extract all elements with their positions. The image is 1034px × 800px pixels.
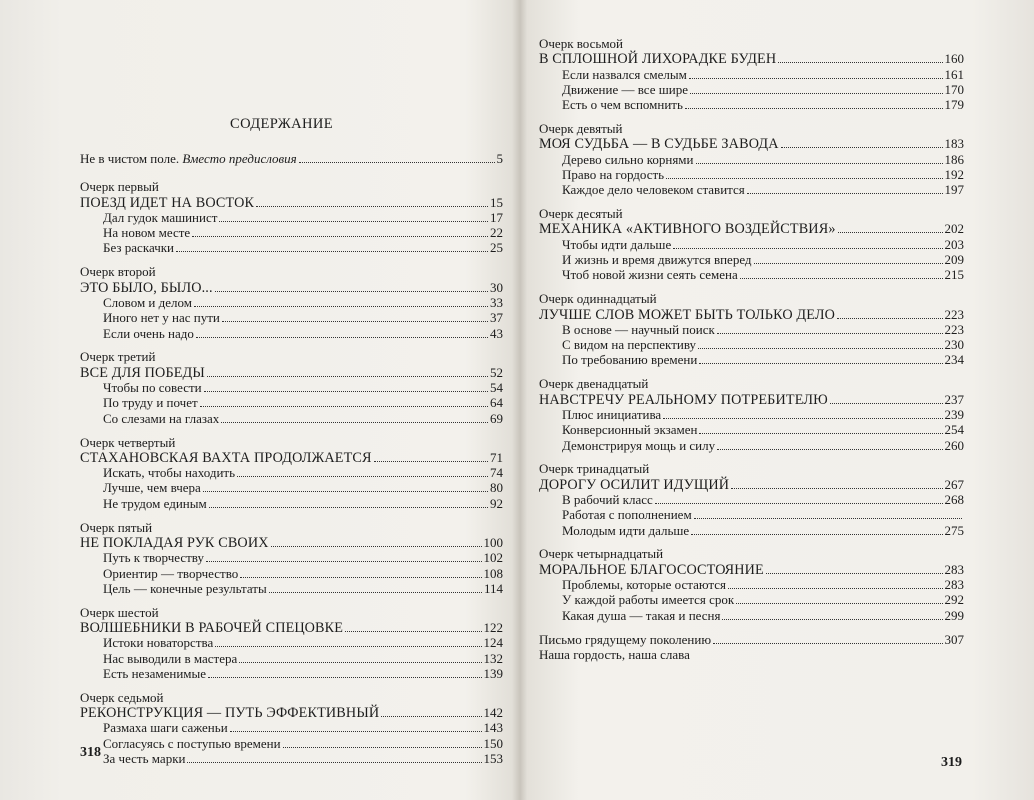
entry-title: ВСЕ ДЛЯ ПОБЕДЫ bbox=[80, 364, 205, 381]
page-number: 80 bbox=[490, 480, 503, 496]
chapter-entry bbox=[80, 365, 503, 380]
entry-title: Молодым идти дальше bbox=[562, 522, 690, 538]
entry-title: В СПЛОШНОЙ ЛИХОРАДКЕ БУДЕН bbox=[539, 51, 777, 68]
entry-title: Движение — все шире bbox=[562, 81, 688, 97]
page-number: 114 bbox=[483, 580, 503, 596]
leader-dots bbox=[192, 236, 488, 237]
section-entry bbox=[539, 167, 964, 182]
page-number: 160 bbox=[944, 51, 964, 67]
leader-dots bbox=[699, 363, 942, 364]
toc-right bbox=[539, 36, 964, 662]
spacer bbox=[80, 511, 503, 520]
entry-title: Дал гудок машинист bbox=[103, 209, 218, 225]
page-number: 122 bbox=[483, 619, 503, 635]
entry-title: С видом на перспективу bbox=[562, 337, 697, 353]
chapter-entry bbox=[80, 450, 503, 465]
chapter-block bbox=[539, 206, 964, 291]
entry-title: Проблемы, которые остаются bbox=[562, 577, 726, 593]
leader-dots bbox=[230, 731, 482, 732]
entry-title: Цель — конечные результаты bbox=[103, 580, 267, 596]
entry-title: ПОЕЗД ИДЕТ НА ВОСТОК bbox=[80, 194, 255, 211]
section-entry bbox=[539, 267, 964, 282]
section-entry bbox=[80, 380, 503, 395]
entry-title: Каждое дело человеком ставится bbox=[562, 182, 745, 198]
chapter-entry bbox=[539, 307, 964, 322]
section-entry bbox=[539, 492, 964, 507]
chapter-label: Очерк первый bbox=[80, 179, 159, 195]
section-entry bbox=[80, 411, 503, 426]
page-number: 260 bbox=[944, 437, 964, 453]
page-number: 100 bbox=[483, 534, 503, 550]
leader-dots bbox=[830, 403, 943, 404]
section-entry bbox=[539, 67, 964, 82]
section-entry bbox=[80, 566, 503, 581]
leader-dots bbox=[204, 391, 488, 392]
entry-title: В рабочий класс bbox=[562, 491, 653, 507]
section-entry bbox=[539, 438, 964, 453]
preface-subtitle: Вместо предисловия bbox=[182, 151, 297, 166]
entry-title: Если назвался смелым bbox=[562, 66, 687, 82]
entry-title: Демонстрируя мощь и силу bbox=[562, 437, 716, 453]
spacer bbox=[80, 426, 503, 435]
leader-dots bbox=[374, 461, 488, 462]
page-number: 267 bbox=[944, 476, 964, 492]
entry-title: Чтоб новой жизни сеять семена bbox=[562, 267, 738, 283]
page-number: 108 bbox=[483, 565, 503, 581]
section-entry bbox=[539, 608, 964, 623]
leader-dots bbox=[754, 263, 943, 264]
leader-dots bbox=[208, 677, 481, 678]
spacer bbox=[80, 341, 503, 350]
page-number: 307 bbox=[944, 631, 964, 647]
page-number: 92 bbox=[490, 495, 503, 511]
leader-dots bbox=[740, 278, 943, 279]
leader-dots bbox=[731, 488, 942, 489]
leader-dots bbox=[209, 507, 488, 508]
leader-dots bbox=[736, 603, 942, 604]
page-number: 209 bbox=[944, 252, 964, 268]
entry-title: Не трудом единым bbox=[103, 495, 207, 511]
leader-dots bbox=[666, 178, 942, 179]
entry-title: Есть о чем вспомнить bbox=[562, 97, 683, 113]
entry-title: У каждой работы имеется срок bbox=[562, 592, 735, 608]
leader-dots bbox=[838, 232, 943, 233]
leader-dots bbox=[713, 643, 942, 644]
leader-dots bbox=[219, 221, 488, 222]
spacer bbox=[539, 368, 964, 377]
leader-dots bbox=[256, 206, 488, 207]
section-entry bbox=[80, 310, 503, 325]
page-number: 254 bbox=[944, 422, 964, 438]
chapter-block bbox=[539, 291, 964, 376]
leader-dots bbox=[299, 162, 495, 163]
leader-dots bbox=[381, 716, 481, 717]
page-number: 268 bbox=[944, 491, 964, 507]
page-number: 197 bbox=[944, 182, 964, 198]
leader-dots bbox=[691, 534, 942, 535]
page-number: 25 bbox=[490, 240, 503, 256]
leader-dots bbox=[717, 449, 942, 450]
closing-entry bbox=[539, 632, 964, 647]
chapter-entry bbox=[80, 705, 503, 720]
entry-title: Иного нет у нас пути bbox=[103, 310, 220, 326]
chapter-entry bbox=[539, 562, 964, 577]
page-number: 22 bbox=[490, 225, 503, 241]
entry-title: ЛУЧШЕ СЛОВ МОЖЕТ БЫТЬ ТОЛЬКО ДЕЛО bbox=[539, 306, 836, 323]
leader-dots bbox=[655, 503, 943, 504]
section-entry bbox=[80, 240, 503, 255]
leader-dots bbox=[673, 248, 942, 249]
page-number: 215 bbox=[944, 267, 964, 283]
section-entry bbox=[80, 225, 503, 240]
leader-dots bbox=[696, 163, 943, 164]
page-number: 203 bbox=[944, 236, 964, 252]
page-number: 74 bbox=[490, 465, 503, 481]
section-entry bbox=[80, 736, 503, 751]
leader-dots bbox=[689, 78, 943, 79]
leader-dots bbox=[837, 318, 942, 319]
page-number: 292 bbox=[944, 592, 964, 608]
leader-dots bbox=[215, 646, 481, 647]
chapter-label: Очерк четвертый bbox=[80, 434, 176, 450]
spacer bbox=[539, 453, 964, 462]
chapter-block bbox=[80, 690, 503, 775]
leader-dots bbox=[194, 306, 488, 307]
entry-title: ЭТО БЫЛО, БЫЛО... bbox=[80, 279, 213, 296]
leader-dots bbox=[699, 433, 942, 434]
leader-dots bbox=[222, 321, 488, 322]
leader-dots bbox=[196, 337, 488, 338]
section-entry bbox=[539, 352, 964, 367]
entry-title: За честь марки bbox=[103, 750, 186, 766]
page-number: 153 bbox=[483, 750, 503, 766]
chapter-label: Очерк восьмой bbox=[539, 36, 624, 51]
entry-title: НАВСТРЕЧУ РЕАЛЬНОМУ ПОТРЕБИТЕЛЮ bbox=[539, 391, 828, 408]
page-number: 161 bbox=[944, 66, 964, 82]
entry-title: РЕКОНСТРУКЦИЯ — ПУТЬ ЭФФЕКТИВНЫЙ bbox=[80, 705, 380, 722]
leader-dots bbox=[239, 662, 481, 663]
page-number: 239 bbox=[944, 406, 964, 422]
entry-title: Чтобы по совести bbox=[103, 380, 202, 396]
section-entry bbox=[539, 507, 964, 522]
section-entry bbox=[80, 550, 503, 565]
entry-title: Конверсионный экзамен bbox=[562, 422, 698, 438]
spacer bbox=[539, 538, 964, 547]
entry-title: В основе — научный поиск bbox=[562, 321, 715, 337]
leader-dots bbox=[240, 577, 481, 578]
chapter-label: Очерк шестой bbox=[80, 604, 159, 620]
chapter-label: Очерк пятый bbox=[80, 519, 153, 535]
page-number: 30 bbox=[490, 279, 503, 295]
spacer bbox=[539, 112, 964, 121]
entry-title: Нас выводили в мастера bbox=[103, 650, 238, 666]
page-number: 43 bbox=[490, 325, 503, 341]
leader-dots bbox=[781, 147, 943, 148]
leader-dots bbox=[269, 592, 482, 593]
entry-title: Дерево сильно корнями bbox=[562, 151, 694, 167]
page-number: 124 bbox=[483, 635, 503, 651]
page-number: 299 bbox=[944, 607, 964, 623]
page-number: 69 bbox=[490, 410, 503, 426]
page-number: 132 bbox=[483, 650, 503, 666]
chapter-entry bbox=[539, 51, 964, 66]
chapter-entry bbox=[80, 280, 503, 295]
entry-title: Искать, чтобы находить bbox=[103, 465, 236, 481]
entry-title: На новом месте bbox=[103, 225, 191, 241]
leader-dots bbox=[221, 422, 488, 423]
chapter-block bbox=[80, 520, 503, 605]
section-entry bbox=[539, 237, 964, 252]
section-entry bbox=[80, 635, 503, 650]
chapter-label: Очерк девятый bbox=[539, 121, 623, 137]
page-number: 223 bbox=[944, 321, 964, 337]
section-entry bbox=[80, 720, 503, 735]
entry-title: Письмо грядущему поколению bbox=[539, 631, 712, 647]
spacer bbox=[80, 256, 503, 265]
leader-dots bbox=[698, 348, 942, 349]
entry-title: Наша гордость, наша слава bbox=[539, 646, 690, 662]
page-number: 170 bbox=[944, 81, 964, 97]
page-number: 37 bbox=[490, 310, 503, 326]
entry-title: По требованию времени bbox=[562, 352, 698, 368]
section-entry bbox=[80, 496, 503, 511]
entry-title: Право на гордость bbox=[562, 166, 665, 182]
chapter-block bbox=[539, 121, 964, 206]
chapter-entry bbox=[539, 392, 964, 407]
entry-title: ВОЛШЕБНИКИ В РАБОЧЕЙ СПЕЦОВКЕ bbox=[80, 619, 344, 636]
page-number: 52 bbox=[490, 364, 503, 380]
entry-title: Лучше, чем вчера bbox=[103, 480, 201, 496]
entry-title: Путь к творчеству bbox=[103, 550, 204, 566]
section-entry bbox=[539, 152, 964, 167]
leader-dots bbox=[215, 291, 488, 292]
chapter-block bbox=[80, 349, 503, 434]
page-number: 15 bbox=[490, 194, 503, 210]
chapter-block bbox=[539, 546, 964, 631]
entry-title: Если очень надо bbox=[103, 325, 194, 341]
section-entry bbox=[539, 337, 964, 352]
leader-dots bbox=[207, 376, 488, 377]
preface-entry bbox=[80, 151, 503, 166]
leader-dots bbox=[283, 747, 482, 748]
leader-dots bbox=[778, 62, 942, 63]
entry-title: Словом и делом bbox=[103, 294, 192, 310]
leader-dots bbox=[345, 631, 481, 632]
entry-title: И жизнь и время движутся вперед bbox=[562, 252, 752, 268]
chapter-block bbox=[80, 264, 503, 349]
section-entry bbox=[539, 97, 964, 112]
leader-dots bbox=[685, 108, 943, 109]
section-entry bbox=[539, 577, 964, 592]
page-number: 283 bbox=[944, 577, 964, 593]
entry-title: По труду и почет bbox=[103, 395, 198, 411]
page-number: 150 bbox=[483, 735, 503, 751]
entry-title: Чтобы идти дальше bbox=[562, 236, 672, 252]
leader-dots bbox=[728, 588, 943, 589]
chapter-block bbox=[539, 376, 964, 461]
entry-title: Какая душа — такая и песня bbox=[562, 607, 721, 623]
entry-title: Согласуясь с поступью времени bbox=[103, 735, 281, 751]
section-entry bbox=[80, 751, 503, 766]
section-entry bbox=[539, 322, 964, 337]
chapter-entry bbox=[80, 535, 503, 550]
entry-title: МЕХАНИКА «АКТИВНОГО ВОЗДЕЙСТВИЯ» bbox=[539, 221, 836, 238]
chapter-entry bbox=[80, 620, 503, 635]
page-number: 33 bbox=[490, 294, 503, 310]
page-number: 234 bbox=[944, 352, 964, 368]
section-entry bbox=[539, 82, 964, 97]
entry-title: Работая с пополнением bbox=[562, 507, 692, 523]
section-entry bbox=[80, 666, 503, 681]
leader-dots bbox=[203, 491, 488, 492]
entry-title: Плюс инициатива bbox=[562, 406, 662, 422]
page-number: 142 bbox=[483, 705, 503, 721]
leader-dots bbox=[187, 762, 481, 763]
spacer bbox=[539, 283, 964, 292]
entry-title: Ориентир — творчество bbox=[103, 565, 239, 581]
chapter-entry bbox=[539, 221, 964, 236]
entry-title: МОЯ СУДЬБА — В СУДЬБЕ ЗАВОДА bbox=[539, 136, 779, 153]
page-number: 139 bbox=[483, 665, 503, 681]
page-number: 64 bbox=[490, 395, 503, 411]
section-entry bbox=[80, 395, 503, 410]
section-entry bbox=[80, 210, 503, 225]
leader-dots bbox=[690, 93, 943, 94]
chapter-label: Очерк десятый bbox=[539, 206, 623, 222]
entry-title: НЕ ПОКЛАДАЯ РУК СВОИХ bbox=[80, 534, 269, 551]
leader-dots bbox=[200, 406, 488, 407]
entry-title: ДОРОГУ ОСИЛИТ ИДУЩИЙ bbox=[539, 476, 730, 493]
entry-title: Истоки новаторства bbox=[103, 635, 214, 651]
spacer bbox=[539, 198, 964, 207]
page-number: 283 bbox=[944, 561, 964, 577]
page-number: 202 bbox=[944, 221, 964, 237]
spacer bbox=[80, 596, 503, 605]
chapter-block bbox=[80, 179, 503, 264]
page-number: 183 bbox=[944, 136, 964, 152]
chapter-label: Очерк четырнадцатый bbox=[539, 546, 664, 562]
chapter-label: Очерк двенадцатый bbox=[539, 376, 649, 392]
leader-dots bbox=[663, 418, 942, 419]
section-entry bbox=[80, 326, 503, 341]
page-number: 71 bbox=[490, 449, 503, 465]
leader-dots bbox=[206, 561, 482, 562]
page-number-left: 318 bbox=[80, 745, 101, 760]
page-number: 223 bbox=[944, 306, 964, 322]
page-number: 192 bbox=[944, 166, 964, 182]
section-entry bbox=[539, 523, 964, 538]
chapter-label: Очерк седьмой bbox=[80, 689, 164, 705]
page-number: 54 bbox=[490, 380, 503, 396]
chapter-entry bbox=[539, 477, 964, 492]
chapter-label: Очерк второй bbox=[80, 264, 156, 280]
toc-left bbox=[80, 151, 503, 775]
contents-title: СОДЕРЖАНИЕ bbox=[230, 116, 333, 132]
section-entry bbox=[539, 252, 964, 267]
page-number: 179 bbox=[944, 97, 964, 113]
section-entry bbox=[80, 651, 503, 666]
page-number: 230 bbox=[944, 337, 964, 353]
chapter-label: Очерк тринадцатый bbox=[539, 461, 650, 477]
entry-title: Размаха шаги саженьи bbox=[103, 720, 228, 736]
section-entry bbox=[539, 592, 964, 607]
page-number: 143 bbox=[483, 720, 503, 736]
section-entry bbox=[539, 407, 964, 422]
chapter-label: Очерк одиннадцатый bbox=[539, 291, 657, 307]
spacer bbox=[80, 681, 503, 690]
entry-title: Без раскачки bbox=[103, 240, 174, 256]
section-entry bbox=[80, 581, 503, 596]
leader-dots bbox=[176, 251, 488, 252]
closing-entry bbox=[539, 647, 964, 662]
spacer bbox=[539, 623, 964, 632]
page-right bbox=[517, 0, 1034, 800]
chapter-entry bbox=[80, 195, 503, 210]
entry-title: Со слезами на глазах bbox=[103, 410, 220, 426]
preface-title: Не в чистом поле. bbox=[80, 151, 180, 166]
leader-dots bbox=[747, 193, 943, 194]
entry-title: СТАХАНОВСКАЯ ВАХТА ПРОДОЛЖАЕТСЯ bbox=[80, 449, 372, 466]
leader-dots bbox=[766, 573, 943, 574]
chapter-block bbox=[539, 461, 964, 546]
section-entry bbox=[80, 480, 503, 495]
leader-dots bbox=[717, 333, 943, 334]
entry-title: Есть незаменимые bbox=[103, 665, 207, 681]
page-number: 17 bbox=[490, 209, 503, 225]
page-number: 5 bbox=[496, 151, 503, 166]
page-number-right: 319 bbox=[941, 755, 962, 770]
section-entry bbox=[539, 422, 964, 437]
page-number: 186 bbox=[944, 151, 964, 167]
leader-dots bbox=[271, 546, 482, 547]
leader-dots bbox=[694, 518, 962, 519]
leader-dots bbox=[237, 476, 488, 477]
page-number: 275 bbox=[944, 522, 964, 538]
section-entry bbox=[80, 465, 503, 480]
leader-dots bbox=[722, 619, 942, 620]
chapter-block bbox=[80, 605, 503, 690]
section-entry bbox=[539, 182, 964, 197]
section-entry bbox=[80, 295, 503, 310]
chapter-label: Очерк третий bbox=[80, 349, 156, 365]
page-number: 102 bbox=[483, 550, 503, 566]
chapter-block bbox=[539, 36, 964, 121]
page-number: 237 bbox=[944, 391, 964, 407]
spacer bbox=[80, 766, 503, 775]
chapter-block bbox=[80, 435, 503, 520]
entry-title: МОРАЛЬНОЕ БЛАГОСОСТОЯНИЕ bbox=[539, 561, 764, 578]
chapter-entry bbox=[539, 136, 964, 151]
